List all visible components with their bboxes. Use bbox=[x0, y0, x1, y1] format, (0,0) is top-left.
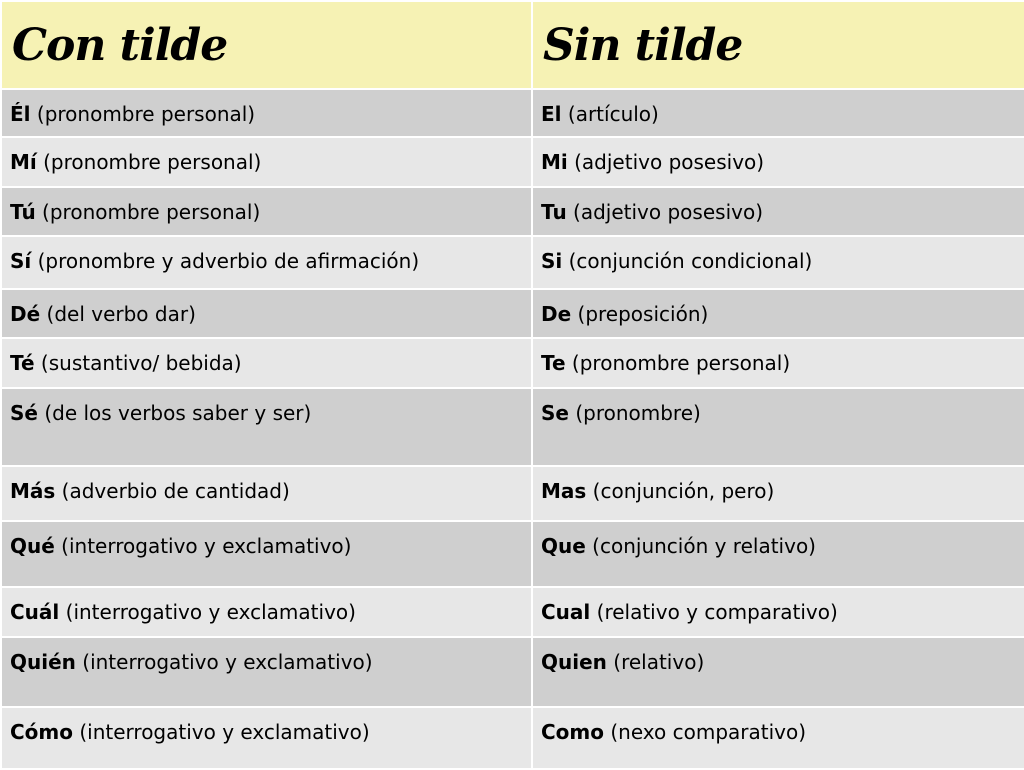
word-bold: Quien bbox=[541, 650, 607, 674]
table-row bbox=[1, 521, 1024, 587]
word-description: (pronombre y adverbio de afirmación) bbox=[31, 249, 420, 273]
word-bold: Tú bbox=[10, 200, 36, 224]
word-description: (pronombre personal) bbox=[30, 102, 256, 126]
word-bold: Él bbox=[10, 102, 31, 126]
cell-con-tilde bbox=[1, 521, 532, 587]
cell-con-tilde bbox=[1, 466, 532, 521]
cell-con-tilde bbox=[1, 289, 532, 338]
word-description: (artículo) bbox=[561, 102, 659, 126]
word-bold: Dé bbox=[10, 302, 41, 326]
word-description: (interrogativo y exclamativo) bbox=[73, 720, 370, 744]
cell-con-tilde bbox=[1, 637, 532, 707]
word-bold: Quién bbox=[10, 650, 76, 674]
word-description: (conjunción condicional) bbox=[562, 249, 813, 273]
cell-con-tilde bbox=[1, 338, 532, 388]
word-bold: Más bbox=[10, 479, 56, 503]
word-description: (pronombre personal) bbox=[35, 200, 261, 224]
table-header-row bbox=[1, 1, 1024, 89]
word-description: (pronombre personal) bbox=[36, 150, 262, 174]
word-description: (de los verbos saber y ser) bbox=[37, 401, 312, 425]
cell-sin-tilde bbox=[532, 236, 1024, 289]
word-description: (adjetivo posesivo) bbox=[566, 200, 763, 224]
table-row bbox=[1, 587, 1024, 637]
cell-con-tilde bbox=[1, 587, 532, 637]
cell-sin-tilde bbox=[532, 338, 1024, 388]
header-con-tilde: Con tilde bbox=[1, 1, 532, 89]
word-bold: Tu bbox=[541, 200, 567, 224]
header-sin-tilde: Sin tilde bbox=[532, 1, 1024, 89]
cell-con-tilde bbox=[1, 707, 532, 769]
word-description: (adjetivo posesivo) bbox=[567, 150, 765, 174]
word-bold: Cuál bbox=[10, 600, 60, 624]
table-row bbox=[1, 707, 1024, 769]
word-bold: Qué bbox=[10, 534, 55, 558]
word-bold: Como bbox=[541, 720, 604, 744]
word-bold: El bbox=[541, 102, 562, 126]
word-bold: Sé bbox=[10, 401, 38, 425]
word-description: (pronombre personal) bbox=[565, 351, 791, 375]
word-description: (pronombre) bbox=[568, 401, 701, 425]
word-bold: Cómo bbox=[10, 720, 73, 744]
table-row bbox=[1, 388, 1024, 466]
table-row bbox=[1, 89, 1024, 137]
table-row bbox=[1, 187, 1024, 236]
cell-con-tilde bbox=[1, 187, 532, 236]
word-bold: Mas bbox=[541, 479, 587, 503]
cell-sin-tilde bbox=[532, 466, 1024, 521]
word-bold: Si bbox=[541, 249, 563, 273]
cell-sin-tilde bbox=[532, 587, 1024, 637]
word-bold: Sí bbox=[10, 249, 32, 273]
cell-sin-tilde bbox=[532, 137, 1024, 187]
word-description: (adverbio de cantidad) bbox=[55, 479, 290, 503]
table-row bbox=[1, 137, 1024, 187]
word-bold: Cual bbox=[541, 600, 591, 624]
cell-sin-tilde bbox=[532, 637, 1024, 707]
word-bold: Mí bbox=[10, 150, 37, 174]
cell-sin-tilde bbox=[532, 289, 1024, 338]
word-description: (relativo) bbox=[606, 650, 705, 674]
cell-sin-tilde bbox=[532, 187, 1024, 236]
word-bold: Que bbox=[541, 534, 586, 558]
table-row bbox=[1, 289, 1024, 338]
word-description: (del verbo dar) bbox=[40, 302, 196, 326]
word-bold: Té bbox=[10, 351, 35, 375]
word-bold: Te bbox=[541, 351, 566, 375]
cell-con-tilde bbox=[1, 388, 532, 466]
word-description: (interrogativo y exclamativo) bbox=[75, 650, 373, 674]
word-description: (preposición) bbox=[571, 302, 709, 326]
table-row bbox=[1, 637, 1024, 707]
word-description: (conjunción, pero) bbox=[586, 479, 775, 503]
cell-con-tilde bbox=[1, 137, 532, 187]
word-description: (nexo comparativo) bbox=[604, 720, 807, 744]
word-description: (conjunción y relativo) bbox=[585, 534, 816, 558]
word-description: (interrogativo y exclamativo) bbox=[54, 534, 352, 558]
table-row bbox=[1, 338, 1024, 388]
table-row bbox=[1, 466, 1024, 521]
word-bold: De bbox=[541, 302, 572, 326]
cell-con-tilde bbox=[1, 236, 532, 289]
cell-sin-tilde bbox=[532, 89, 1024, 137]
word-description: (relativo y comparativo) bbox=[590, 600, 838, 624]
table-row bbox=[1, 236, 1024, 289]
word-description: (interrogativo y exclamativo) bbox=[59, 600, 356, 624]
word-description: (sustantivo/ bebida) bbox=[34, 351, 242, 375]
cell-sin-tilde bbox=[532, 388, 1024, 466]
word-bold: Mi bbox=[541, 150, 568, 174]
cell-sin-tilde bbox=[532, 707, 1024, 769]
cell-con-tilde bbox=[1, 89, 532, 137]
word-bold: Se bbox=[541, 401, 569, 425]
cell-sin-tilde bbox=[532, 521, 1024, 587]
